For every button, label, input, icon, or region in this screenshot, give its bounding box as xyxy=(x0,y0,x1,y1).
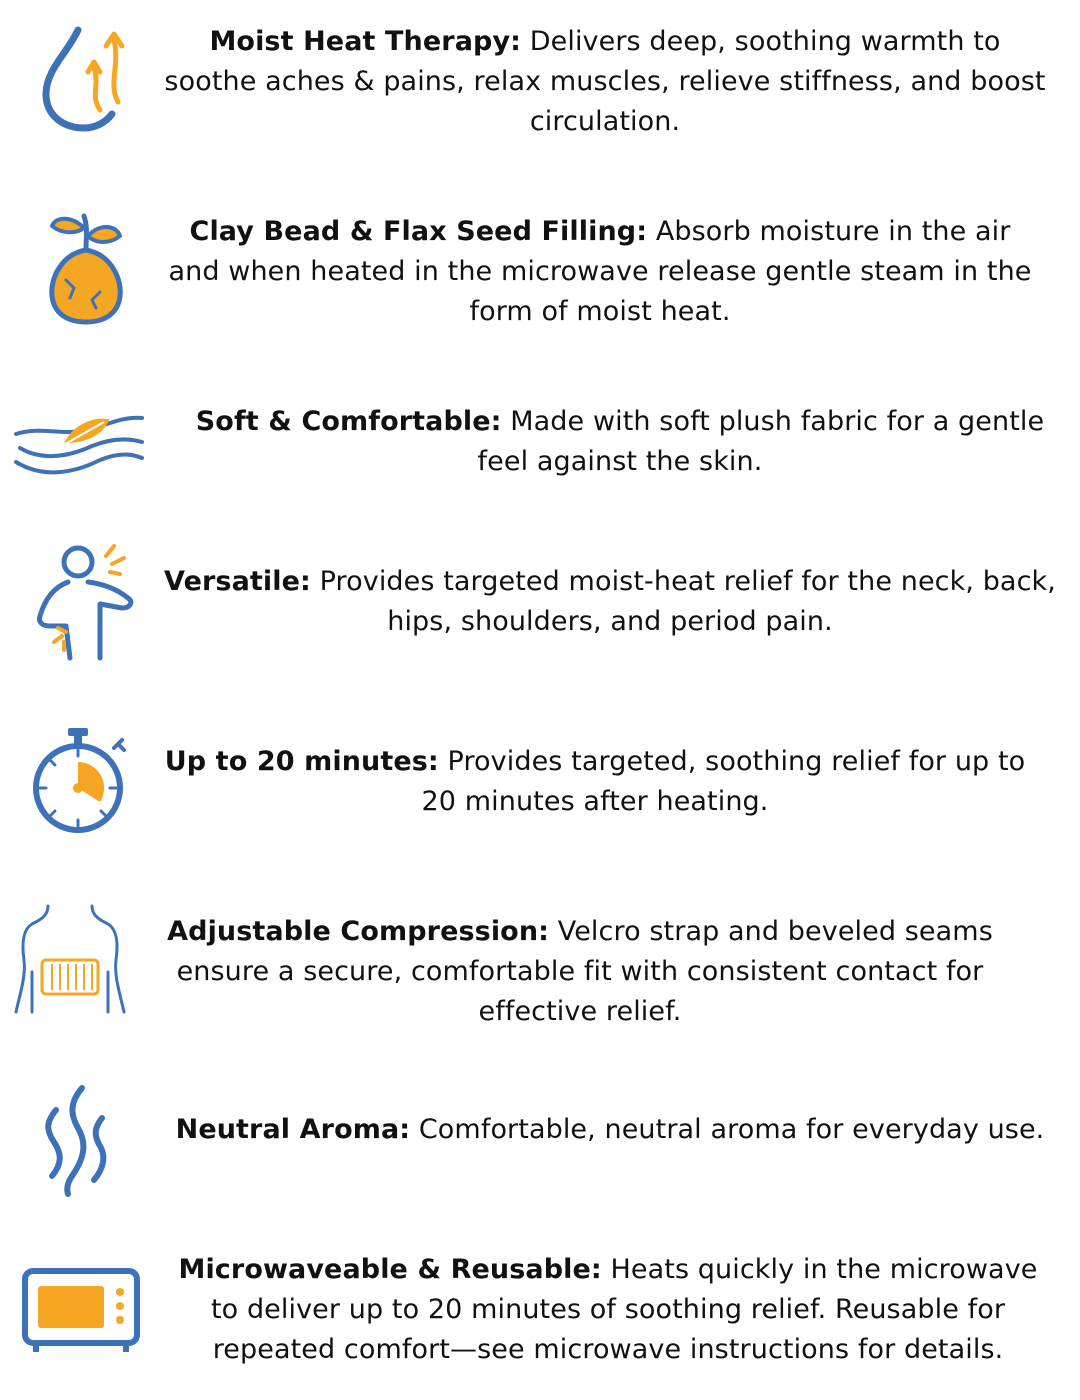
feature-body: Provides targeted moist-heat relief for the neck, back, hips, shoulders, and period pain. xyxy=(319,566,1056,637)
heat-drop-icon xyxy=(38,22,138,132)
feature-moist-heat-therapy xyxy=(0,0,1080,170)
feature-text xyxy=(160,562,1060,642)
feature-text xyxy=(170,402,1070,482)
feature-text xyxy=(168,1250,1048,1370)
aroma-waves-icon xyxy=(38,1080,112,1198)
feature-body: Made with soft plush fabric for a gentle feel against the skin. xyxy=(477,406,1045,477)
feature-text xyxy=(160,212,1040,332)
body-pain-icon xyxy=(22,542,140,662)
feature-versatile xyxy=(0,530,1080,680)
feature-filling xyxy=(0,190,1080,350)
feature-body: Comfortable, neutral aroma for everyday use. xyxy=(418,1114,1045,1145)
feature-title: Microwaveable & Reusable: xyxy=(178,1254,602,1285)
feature-body: Heats quickly in the microwave to deliver up to 20 minutes of soothing relief. Reusable for repeated comfort—see microwave instructions for details. xyxy=(210,1254,1038,1365)
feature-title: Adjustable Compression: xyxy=(167,916,550,947)
feature-soft-comfortable xyxy=(0,380,1080,510)
feature-microwaveable xyxy=(0,1240,1080,1390)
sprouting-seed-icon xyxy=(44,208,128,326)
feature-title: Up to 20 minutes: xyxy=(164,746,439,777)
feature-text xyxy=(160,22,1050,142)
feature-body: Provides targeted, soothing relief for up to 20 minutes after heating. xyxy=(421,746,1026,817)
feature-title: Versatile: xyxy=(164,566,311,597)
feature-text xyxy=(160,742,1030,822)
feature-title: Soft & Comfortable: xyxy=(195,406,502,437)
feature-compression xyxy=(0,880,1080,1040)
feature-text xyxy=(165,1110,1055,1150)
feature-title: Neutral Aroma: xyxy=(175,1114,411,1145)
microwave-icon xyxy=(22,1268,140,1354)
feature-duration xyxy=(0,710,1080,850)
feature-body: Delivers deep, soothing warmth to soothe aches & pains, relax muscles, relieve stiffness, and boost circulation. xyxy=(164,26,1046,137)
feature-text xyxy=(160,912,1000,1032)
feature-title: Clay Bead & Flax Seed Filling: xyxy=(189,216,648,247)
stopwatch-icon xyxy=(28,726,128,836)
feature-body: Absorb moisture in the air and when heated in the microwave release gentle steam in the form of moist heat. xyxy=(168,216,1032,327)
feather-fabric-icon xyxy=(12,408,146,482)
waist-wrap-icon xyxy=(12,902,128,1016)
feature-title: Moist Heat Therapy: xyxy=(209,26,522,57)
feature-neutral-aroma xyxy=(0,1070,1080,1210)
feature-body: Velcro strap and beveled seams ensure a secure, comfortable fit with consistent contact for effective relief. xyxy=(176,916,993,1027)
